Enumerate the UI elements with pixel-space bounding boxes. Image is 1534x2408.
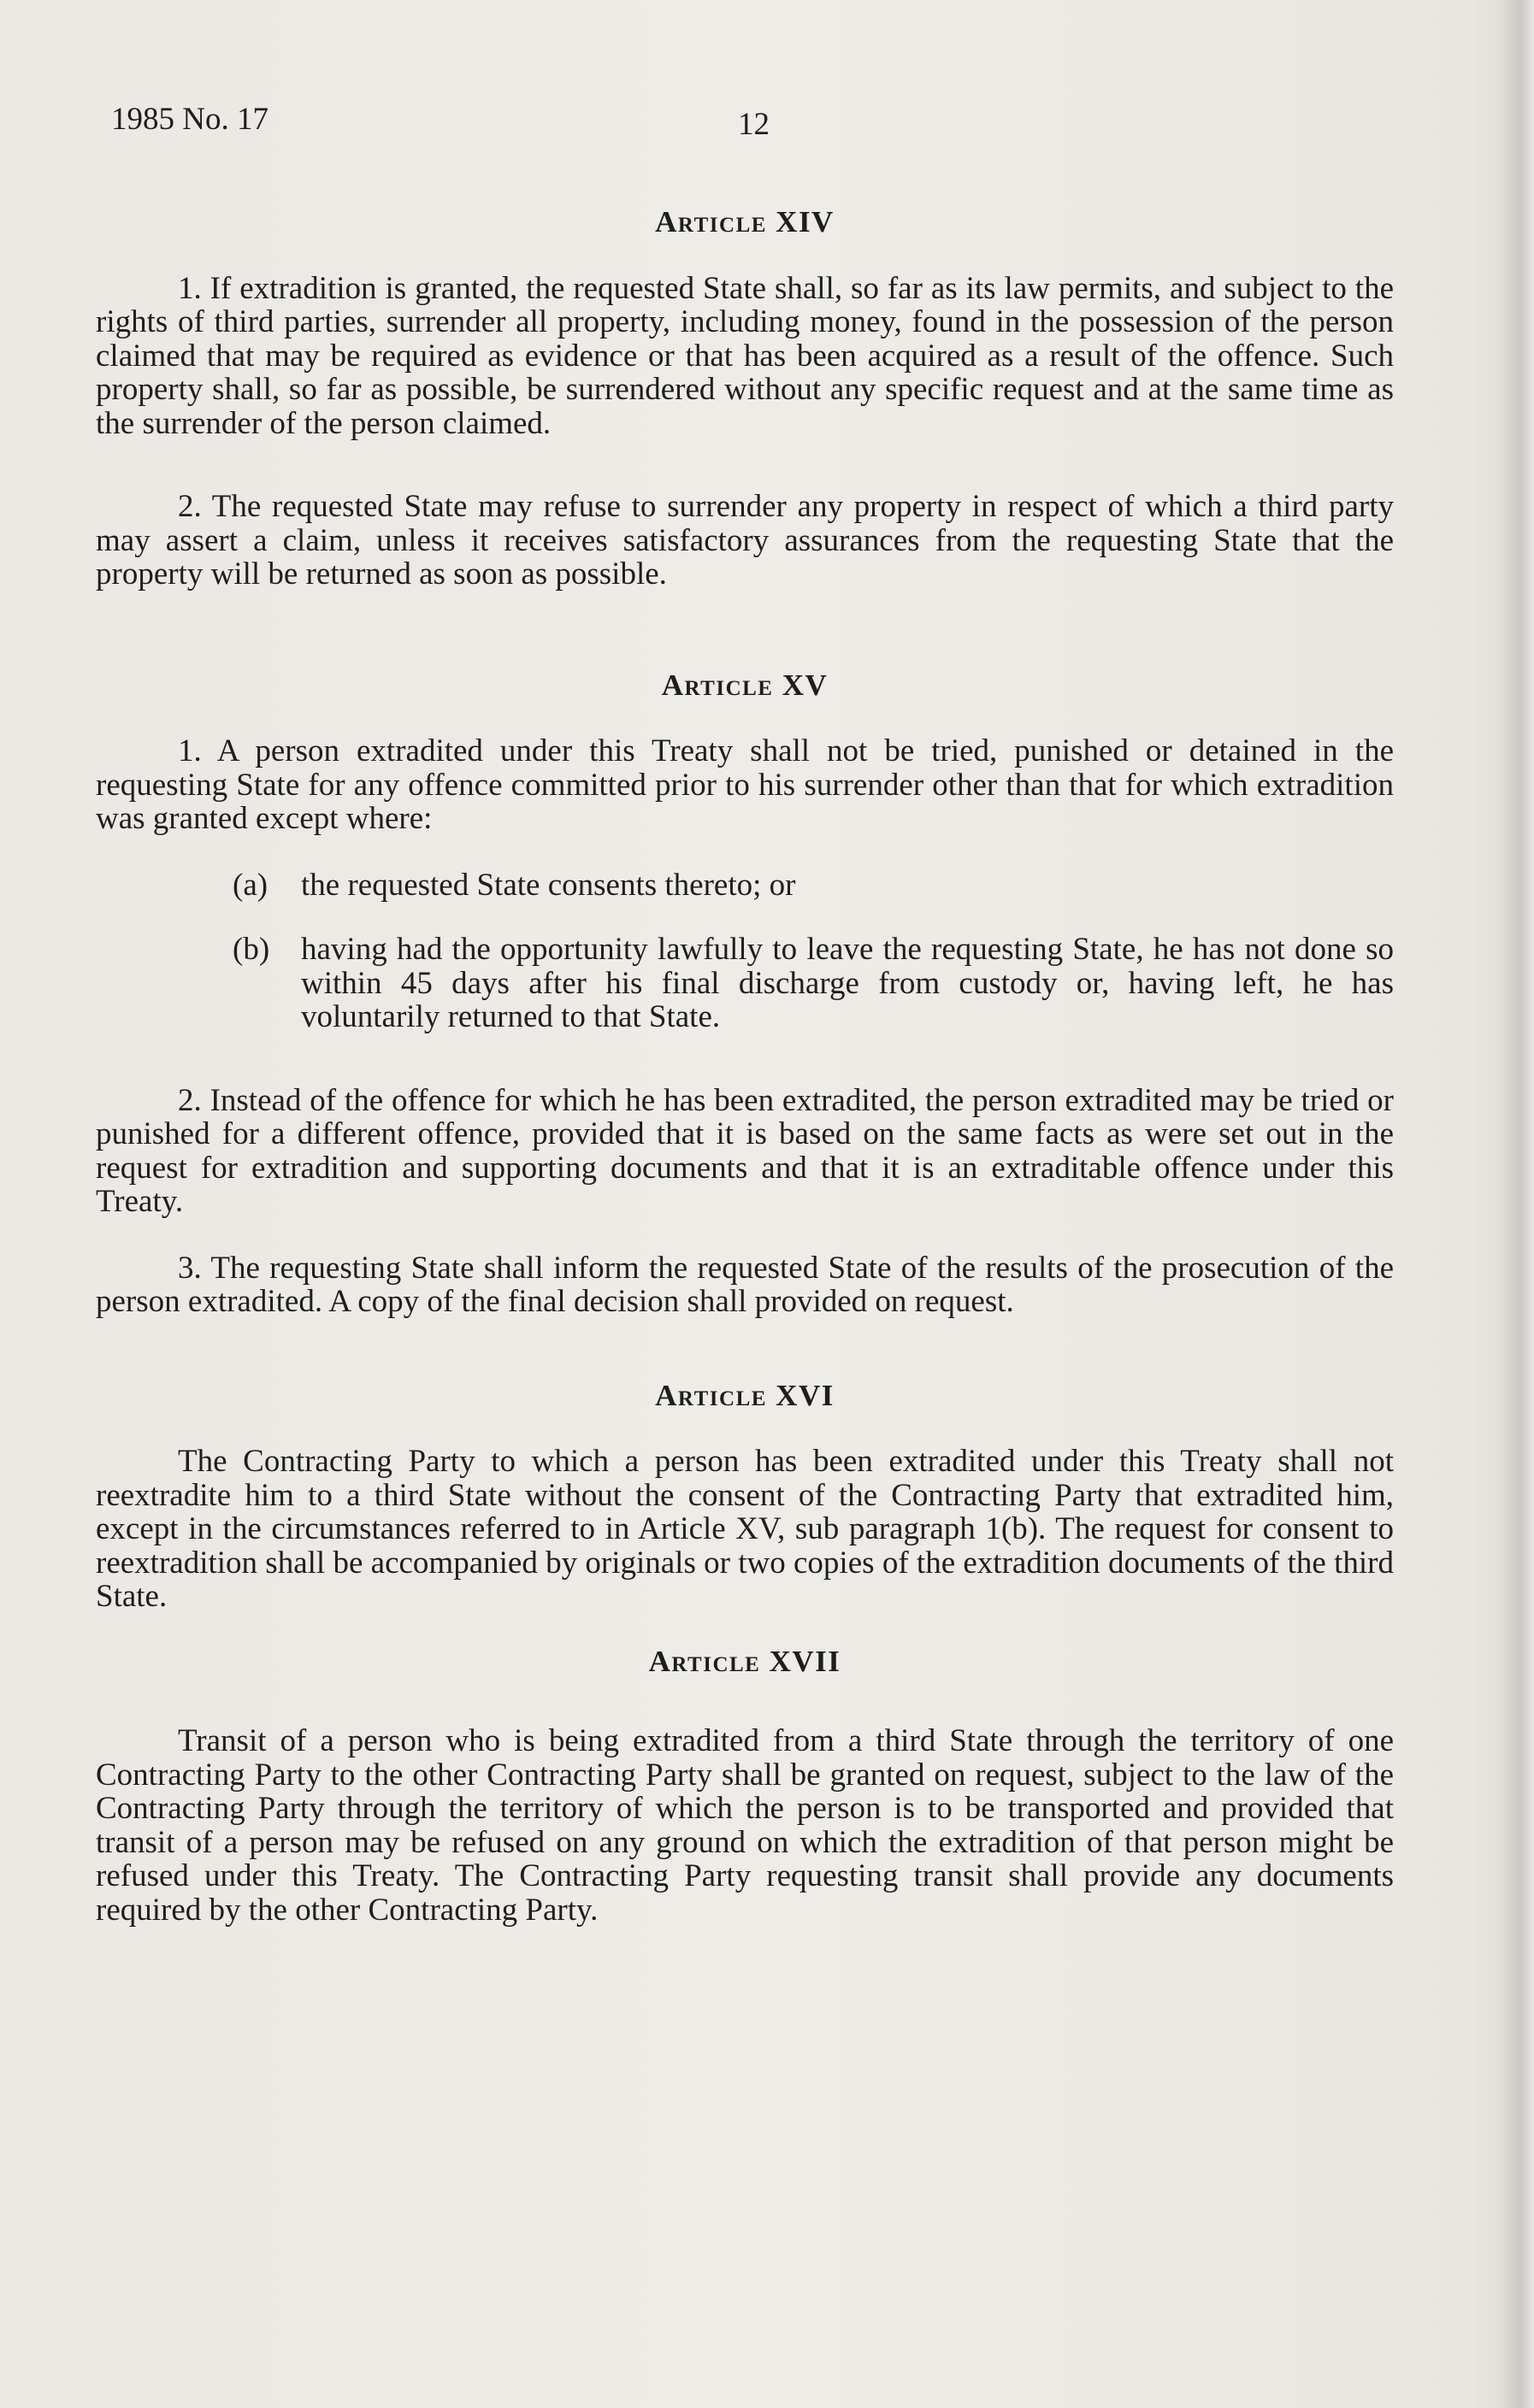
article-heading: Article XVI bbox=[655, 1378, 835, 1412]
list-item bbox=[96, 868, 1394, 903]
article-xvii bbox=[96, 1645, 1394, 1928]
paragraph: 2. Instead of the offence for which he has been extradited, the person extradited may be tried or punished for a different offence, provided that it is based on the same facts as were set out in the request for extradition and supporting documents and that it is an extraditable offence under this Treaty. bbox=[96, 1082, 1394, 1219]
article-xv bbox=[96, 668, 1394, 1319]
list-text: having had the opportunity lawfully to leave the requesting State, he has not done so within 45 days after his final discharge from custody or, having left, he has voluntarily returned to that State. bbox=[301, 932, 1394, 1034]
article-xvi bbox=[96, 1379, 1394, 1614]
paragraph: The Contracting Party to which a person has been extradited under this Treaty shall not reextradite him to a third State without the consent of the Contracting Party that extradited him, except in the circumstances referred to in Article XV, sub paragraph 1(b). The request for consent to reextradition shall be accompanied by originals or two copies of the extradition documents of the third State. bbox=[96, 1444, 1394, 1614]
page-number: 12 bbox=[738, 107, 770, 142]
list-marker: (b) bbox=[233, 932, 270, 967]
article-heading: Article XV bbox=[661, 668, 829, 702]
list-marker: (a) bbox=[233, 867, 268, 903]
article-heading: Article XVII bbox=[648, 1644, 841, 1678]
list-text: the requested State consents thereto; or bbox=[301, 867, 796, 903]
paragraph: 2. The requested State may refuse to surrender any property in respect of which a third party may assert a claim, unless it receives satisfactory assurances from the requesting State that the property will be returned as soon as possible. bbox=[96, 489, 1394, 592]
condition-list bbox=[96, 868, 1394, 1034]
list-item bbox=[96, 933, 1394, 1034]
article-heading: Article XIV bbox=[655, 205, 835, 238]
paragraph: Transit of a person who is being extradited from a third State through the territory of one Contracting Party to the other Contracting Party shall be granted on request, subject to the law of the Contracting Party through the territory of which the person is to be transported and provided that transit of a person may be refused on any ground on which the extradition of that person might be refused under this Treaty. The Contracting Party requesting transit shall provide any documents required by the other Contracting Party. bbox=[96, 1723, 1394, 1928]
paragraph: 1. A person extradited under this Treaty shall not be tried, punished or detained in the requesting State for any offence committed prior to his surrender other than that for which extradition was granted except where: bbox=[96, 733, 1394, 836]
page-body bbox=[96, 205, 1394, 1927]
article-xiv bbox=[96, 205, 1394, 592]
page-header bbox=[111, 101, 1394, 152]
paragraph: 3. The requesting State shall inform the requested State of the results of the prosecution of the person extradited. A copy of the final decision shall provided on request. bbox=[96, 1250, 1394, 1319]
paragraph: 1. If extradition is granted, the requested State shall, so far as its law permits, and subject to the rights of third parties, surrender all property, including money, found in the possession of the person claimed that may be required as evidence or that has been acquired as a result of the offence. Such property shall, so far as possible, be surrendered without any specific request and at the same time as the surrender of the person claimed. bbox=[96, 270, 1394, 441]
gazette-reference: 1985 No. 17 bbox=[111, 102, 268, 137]
page-edge-shadow bbox=[1500, 0, 1534, 2408]
